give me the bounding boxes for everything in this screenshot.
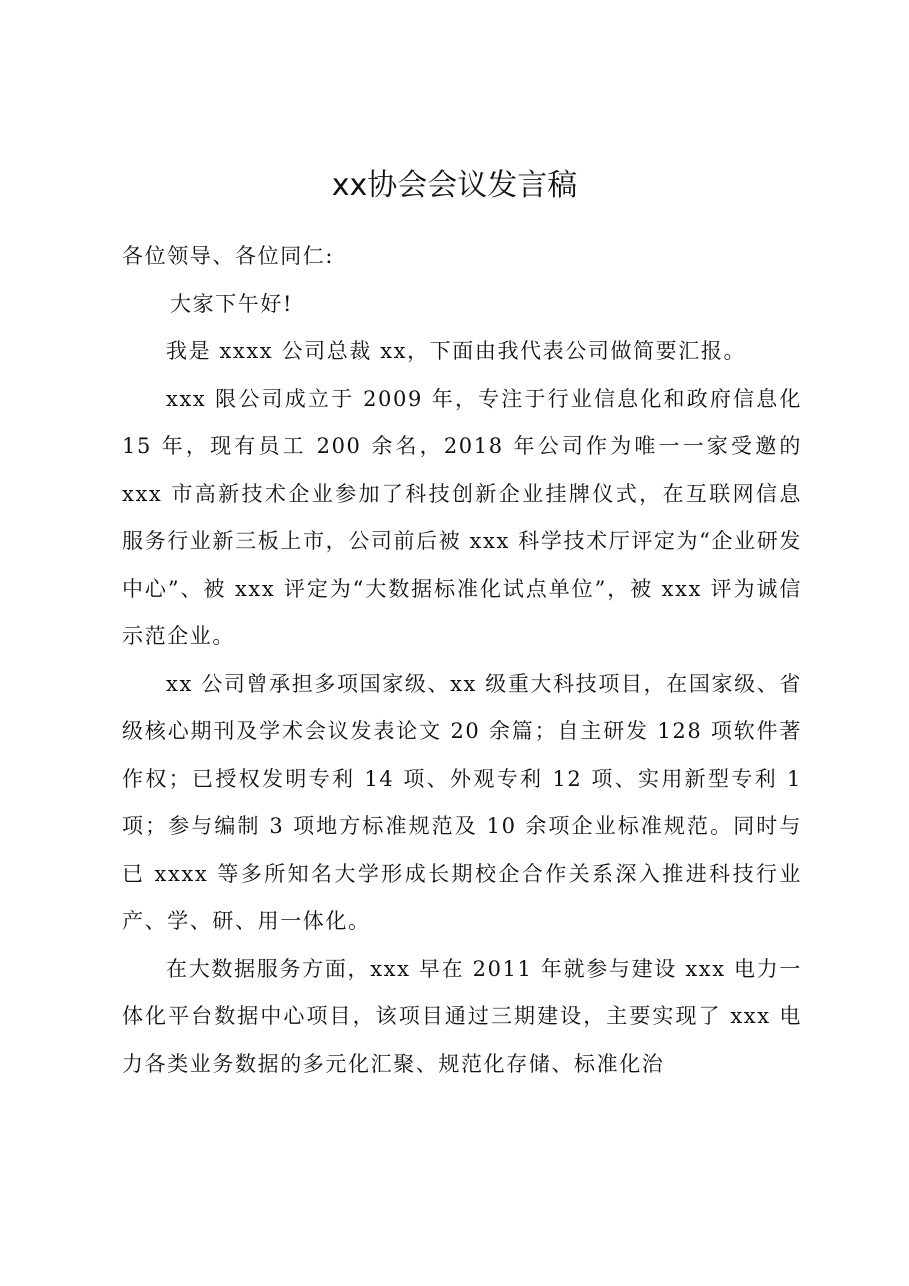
salutation: 各位领导、各位同仁:: [122, 244, 335, 268]
paragraph-intro: 我是 xxxx 公司总裁 xx，下面由我代表公司做简要汇报。: [166, 339, 747, 363]
document-title: xx协会会议发言稿: [331, 168, 578, 203]
paragraph-big-data: 在大数据服务方面，xxx 早在 2011 年就参与建设 xxx 电力一体化平台数据中心项目，该项目通过三期建设，主要实现了 xxx 电力各类业务数据的多元化汇聚、规范化存储、标准化治: [122, 956, 802, 1076]
document-body: [122, 233, 802, 1088]
paragraph-company-profile: xxx 限公司成立于 2009 年，专注于行业信息化和政府信息化 15 年，现有员工 200 余名，2018 年公司作为唯一一家受邀的 xxx 市高新技术企业参加了科技创新企业挂牌仪式，在互联网信息服务行业新三板上市，公司前后被 xxx 科学技术厅评定为“企业研发中心”、被 xxx 评定为“大数据标准化试点单位”，被 xxx 评为诚信示范企业。: [122, 386, 802, 648]
greeting: 大家下午好!: [170, 291, 294, 316]
paragraph-achievements: xx 公司曾承担多项国家级、xx 级重大科技项目，在国家级、省级核心期刊及学术会议发表论文 20 余篇；自主研发 128 项软件著作权；已授权发明专利 14 项、外观专利 12 项、实用新型专利 1 项；参与编制 3 项地方标准规范及 10 余项企业标准规范。同时与已 xxxx 等多所知名大学形成长期校企合作关系深入推进科技行业产、学、研、用一体化。: [122, 671, 802, 933]
